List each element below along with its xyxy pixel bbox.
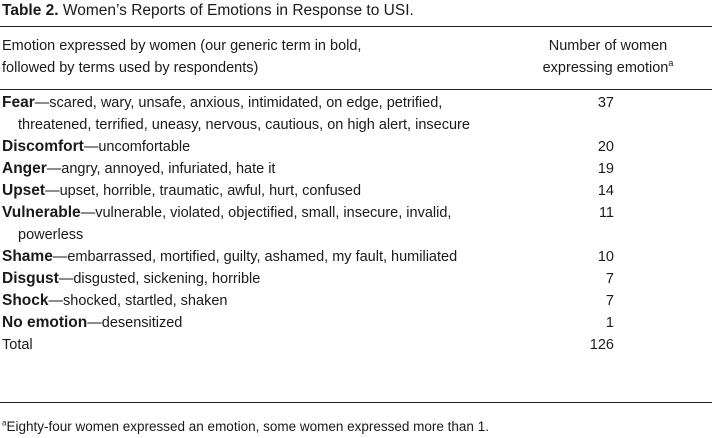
top-rule xyxy=(0,26,712,27)
emotion-description: —scared, wary, unsafe, anxious, intimidated, on edge, petrified, threatened, terrified, uneasy, nervous, cautious, on high alert, insecure xyxy=(18,95,470,133)
table-body xyxy=(0,92,712,356)
emotion-description: —vulnerable, violated, objectified, small, insecure, invalid, powerless xyxy=(18,205,452,243)
emotion-description: —shocked, startled, shaken xyxy=(48,293,228,309)
emotion-term: No emotion xyxy=(2,314,88,331)
column-header-emotion-line1: Emotion expressed by women (our generic term in bold, xyxy=(2,38,362,54)
emotion-cell xyxy=(0,268,488,290)
column-header-count-line2 xyxy=(508,57,708,79)
emotion-term: Shame xyxy=(2,248,53,265)
bottom-rule xyxy=(0,402,712,403)
emotion-cell xyxy=(0,92,488,136)
column-header-emotion xyxy=(2,35,372,79)
table-row-total xyxy=(0,334,712,356)
emotion-description: —embarrassed, mortified, guilty, ashamed, my fault, humiliated xyxy=(52,249,458,265)
column-header-emotion-line2: followed by terms used by respondents) xyxy=(2,60,259,76)
emotion-cell xyxy=(0,312,488,334)
table-row-shock xyxy=(0,290,712,312)
column-header-count-line1: Number of women xyxy=(548,38,668,54)
emotion-term: Fear xyxy=(2,94,35,111)
total-count: 126 xyxy=(589,337,614,353)
emotion-description: —disgusted, sickening, horrible xyxy=(58,271,261,287)
table-footnote xyxy=(2,418,489,436)
table-row-vulnerable xyxy=(0,202,712,246)
column-header-count-text: expressing emotion xyxy=(542,60,669,76)
emotion-term: Vulnerable xyxy=(2,204,81,221)
emotion-cell xyxy=(0,246,488,268)
emotion-description: —desensitized xyxy=(87,315,183,331)
table-row-anger xyxy=(0,158,712,180)
count-cell: 1 xyxy=(605,315,614,331)
table-row-discomfort xyxy=(0,136,712,158)
emotion-description: —upset, horrible, traumatic, awful, hurt, confused xyxy=(45,183,362,199)
table-row-upset xyxy=(0,180,712,202)
table-row-no-emotion xyxy=(0,312,712,334)
emotion-term: Upset xyxy=(2,182,46,199)
footnote-marker: a xyxy=(668,58,674,69)
count-cell: 7 xyxy=(605,271,614,287)
emotion-description: —angry, annoyed, infuriated, hate it xyxy=(46,161,276,177)
footnote-mark: a xyxy=(2,418,7,428)
count-cell: 20 xyxy=(597,139,614,155)
count-cell: 19 xyxy=(597,161,614,177)
emotion-cell xyxy=(0,202,488,246)
table-label: Table 2. xyxy=(2,2,59,19)
table-row-disgust xyxy=(0,268,712,290)
table-title: Women’s Reports of Emotions in Response to USI. xyxy=(62,2,414,19)
column-header-count xyxy=(508,35,708,79)
total-label: Total xyxy=(2,337,33,353)
count-cell: 11 xyxy=(598,205,614,221)
count-cell: 37 xyxy=(597,95,614,111)
emotion-term: Disgust xyxy=(2,270,59,287)
emotion-term: Discomfort xyxy=(2,138,84,155)
footnote-text: Eighty-four women expressed an emotion, some women expressed more than 1. xyxy=(6,419,489,434)
emotion-term: Shock xyxy=(2,292,49,309)
emotion-cell xyxy=(0,290,488,312)
count-cell: 7 xyxy=(605,293,614,309)
emotion-cell xyxy=(0,136,488,158)
emotion-cell xyxy=(0,180,488,202)
count-cell: 14 xyxy=(597,183,614,199)
emotion-cell xyxy=(0,158,488,180)
table-row-fear xyxy=(0,92,712,136)
table-row-shame xyxy=(0,246,712,268)
table-caption xyxy=(2,2,414,20)
count-cell: 10 xyxy=(597,249,614,265)
emotion-term: Anger xyxy=(2,160,47,177)
emotion-description: —uncomfortable xyxy=(83,139,191,155)
header-rule xyxy=(0,89,712,90)
